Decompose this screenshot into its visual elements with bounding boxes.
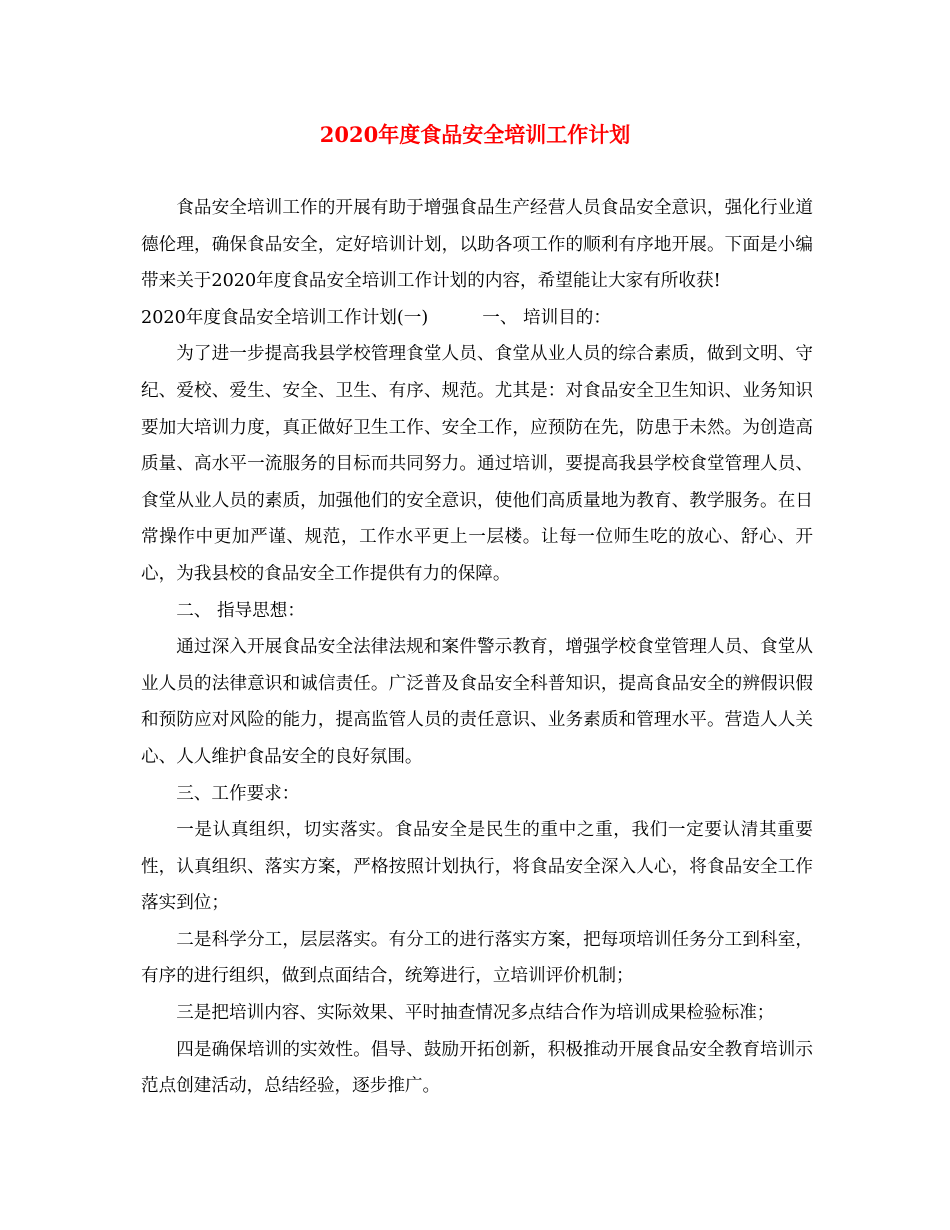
- requirement-item: 三是把培训内容、实际效果、平时抽查情况多点结合作为培训成果检验标准；: [176, 1003, 775, 1024]
- document-body: [141, 190, 813, 1105]
- intro-paragraph: 食品安全培训工作的开展有助于增强食品生产经营人员食品安全意识，强化行业道德伦理，确保食品安全，定好培训计划，以助各项工作的顺利有序地开展。下面是小编带来关于2020年度食品安全培训工作计划的内容，希望能让大家有所收获!: [141, 198, 813, 292]
- section1-heading: 一、 培训目的：: [482, 307, 611, 328]
- requirement-item: 二是科学分工，层层落实。有分工的进行落实方案，把每项培训任务分工到科室，有序的进行组织，做到点面结合，统筹进行，立培训评价机制；: [141, 929, 813, 987]
- plan-heading-line: [141, 300, 813, 337]
- section2-heading: 二、 指导思想：: [176, 600, 305, 621]
- requirement-item: 四是确保培训的实效性。倡导、鼓励开拓创新，积极推动开展食品安全教育培训示范点创建活动，总结经验，逐步推广。: [141, 1039, 813, 1097]
- section3-heading: 三、工作要求：: [176, 783, 300, 804]
- section2-paragraph: 通过深入开展食品安全法律法规和案件警示教育，增强学校食堂管理人员、食堂从业人员的法律意识和诚信责任。广泛普及食品安全科普知识，提高食品安全的辨假识假和预防应对风险的能力，提高监管人员的责任意识、业务素质和管理水平。营造人人关心、人人维护食品安全的良好氛围。: [141, 637, 813, 767]
- document-title: 2020年度食品安全培训工作计划: [319, 122, 631, 147]
- section1-paragraph: 为了进一步提高我县学校管理食堂人员、食堂从业人员的综合素质，做到文明、守纪、爱校、爱生、安全、卫生、有序、规范。尤其是：对食品安全卫生知识、业务知识要加大培训力度，真正做好卫生工作、安全工作，应预防在先，防患于未然。为创造高质量、高水平一流服务的目标而共同努力。通过培训，要提高我县学校食堂管理人员、食堂从业人员的素质，加强他们的安全意识，使他们高质量地为教育、教学服务。在日常操作中更加严谨、规范，工作水平更上一层楼。让每一位师生吃的放心、舒心、开心，为我县校的食品安全工作提供有力的保障。: [141, 344, 813, 584]
- plan-heading: 2020年度食品安全培训工作计划(一): [141, 307, 429, 328]
- requirement-item: 一是认真组织，切实落实。食品安全是民生的重中之重，我们一定要认清其重要性，认真组织、落实方案，严格按照计划执行，将食品安全深入人心，将食品安全工作落实到位；: [141, 820, 813, 914]
